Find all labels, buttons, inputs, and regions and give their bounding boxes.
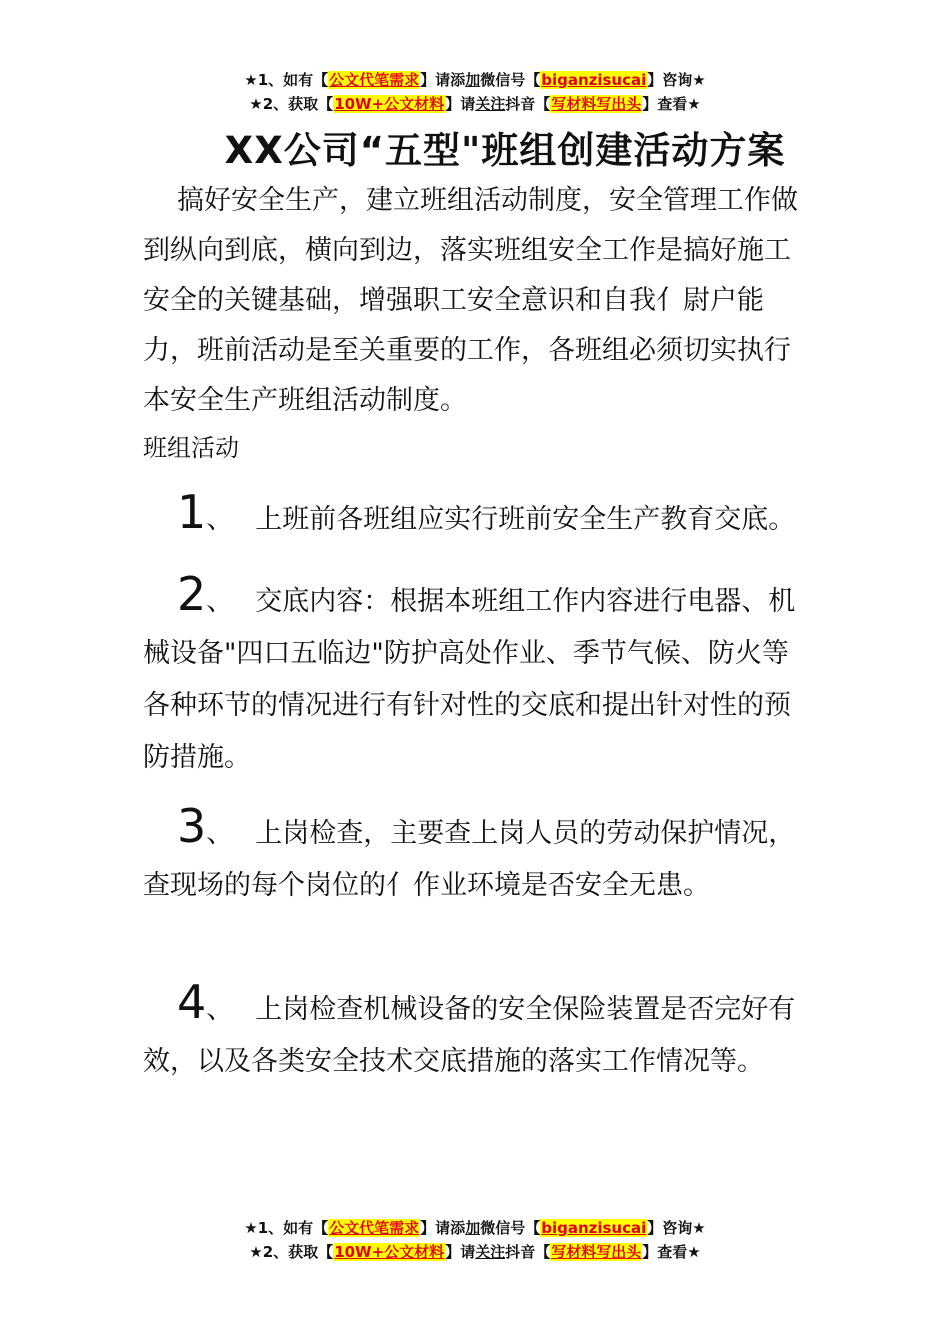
promo-footer bbox=[0, 1216, 950, 1264]
intro-paragraph: 搞好安全生产，建立班组活动制度，安全管理工作做到纵向到底，横向到边，落实班组安全工作是搞好施工安全的关键基础，增强职工安全意识和自我亻尉户能力，班前活动是至关重要的工作，各班组必须切实执行本安全生产班组活动制度。 bbox=[143, 185, 798, 416]
promo-douyin-id: 写材料写出头 bbox=[551, 95, 642, 113]
item-number: 4 bbox=[177, 975, 207, 1029]
item-text: 上岗检查，主要查上岗人员的劳动保护情况，查现场的每个岗位的亻作业环境是否安全无患。 bbox=[143, 818, 796, 901]
section-subheading: 班组活动 bbox=[143, 434, 239, 462]
promo-line-2: ★2、获取【10W+公文材料】请关注抖音【写材料写出头】查看★ bbox=[249, 1243, 701, 1261]
promo-line-1: ★1、如有【公文代笔需求】请添加微信号【biganzisucai】咨询★ bbox=[244, 1219, 706, 1237]
promo-highlight: 10W+公文材料 bbox=[334, 1243, 445, 1261]
promo-header bbox=[0, 68, 950, 116]
item-number: 1 bbox=[177, 485, 207, 539]
list-item: 2、 交底内容：根据本班组工作内容进行电器、机械设备"四口五临边"防护高处作业、季节气候、防火等各种环节的情况进行有针对性的交底和提出针对性的预防措施。 bbox=[143, 567, 796, 773]
promo-wechat-id: biganzisucai bbox=[541, 71, 647, 89]
promo-highlight: 10W+公文材料 bbox=[334, 95, 445, 113]
list-item: 4、 上岗检查机械设备的安全保险装置是否完好有效，以及各类安全技术交底措施的落实工作情况等。 bbox=[143, 975, 796, 1077]
item-text: 上岗检查机械设备的安全保险装置是否完好有效，以及各类安全技术交底措施的落实工作情况等。 bbox=[143, 994, 796, 1077]
item-text: 上班前各班组应实行班前安全生产教育交底。 bbox=[255, 504, 796, 535]
document-title: XX公司“五型"班组创建活动方案 bbox=[224, 129, 786, 172]
promo-highlight: 公文代笔需求 bbox=[329, 1219, 420, 1237]
promo-wechat-id: biganzisucai bbox=[541, 1219, 647, 1237]
item-text: 交底内容：根据本班组工作内容进行电器、机械设备"四口五临边"防护高处作业、季节气候、防火等各种环节的情况进行有针对性的交底和提出针对性的预防措施。 bbox=[143, 586, 796, 773]
item-number: 3 bbox=[177, 799, 207, 853]
promo-douyin-id: 写材料写出头 bbox=[551, 1243, 642, 1261]
item-number: 2 bbox=[177, 567, 207, 621]
list-item: 1、 上班前各班组应实行班前安全生产教育交底。 bbox=[143, 486, 808, 546]
list-item: 3、 上岗检查，主要查上岗人员的劳动保护情况，查现场的每个岗位的亻作业环境是否安全无患。 bbox=[143, 799, 796, 901]
promo-line-1: ★1、如有【公文代笔需求】请添加微信号【biganzisucai】咨询★ bbox=[244, 71, 706, 89]
promo-line-2: ★2、获取【10W+公文材料】请关注抖音【写材料写出头】查看★ bbox=[249, 95, 701, 113]
promo-highlight: 公文代笔需求 bbox=[329, 71, 420, 89]
